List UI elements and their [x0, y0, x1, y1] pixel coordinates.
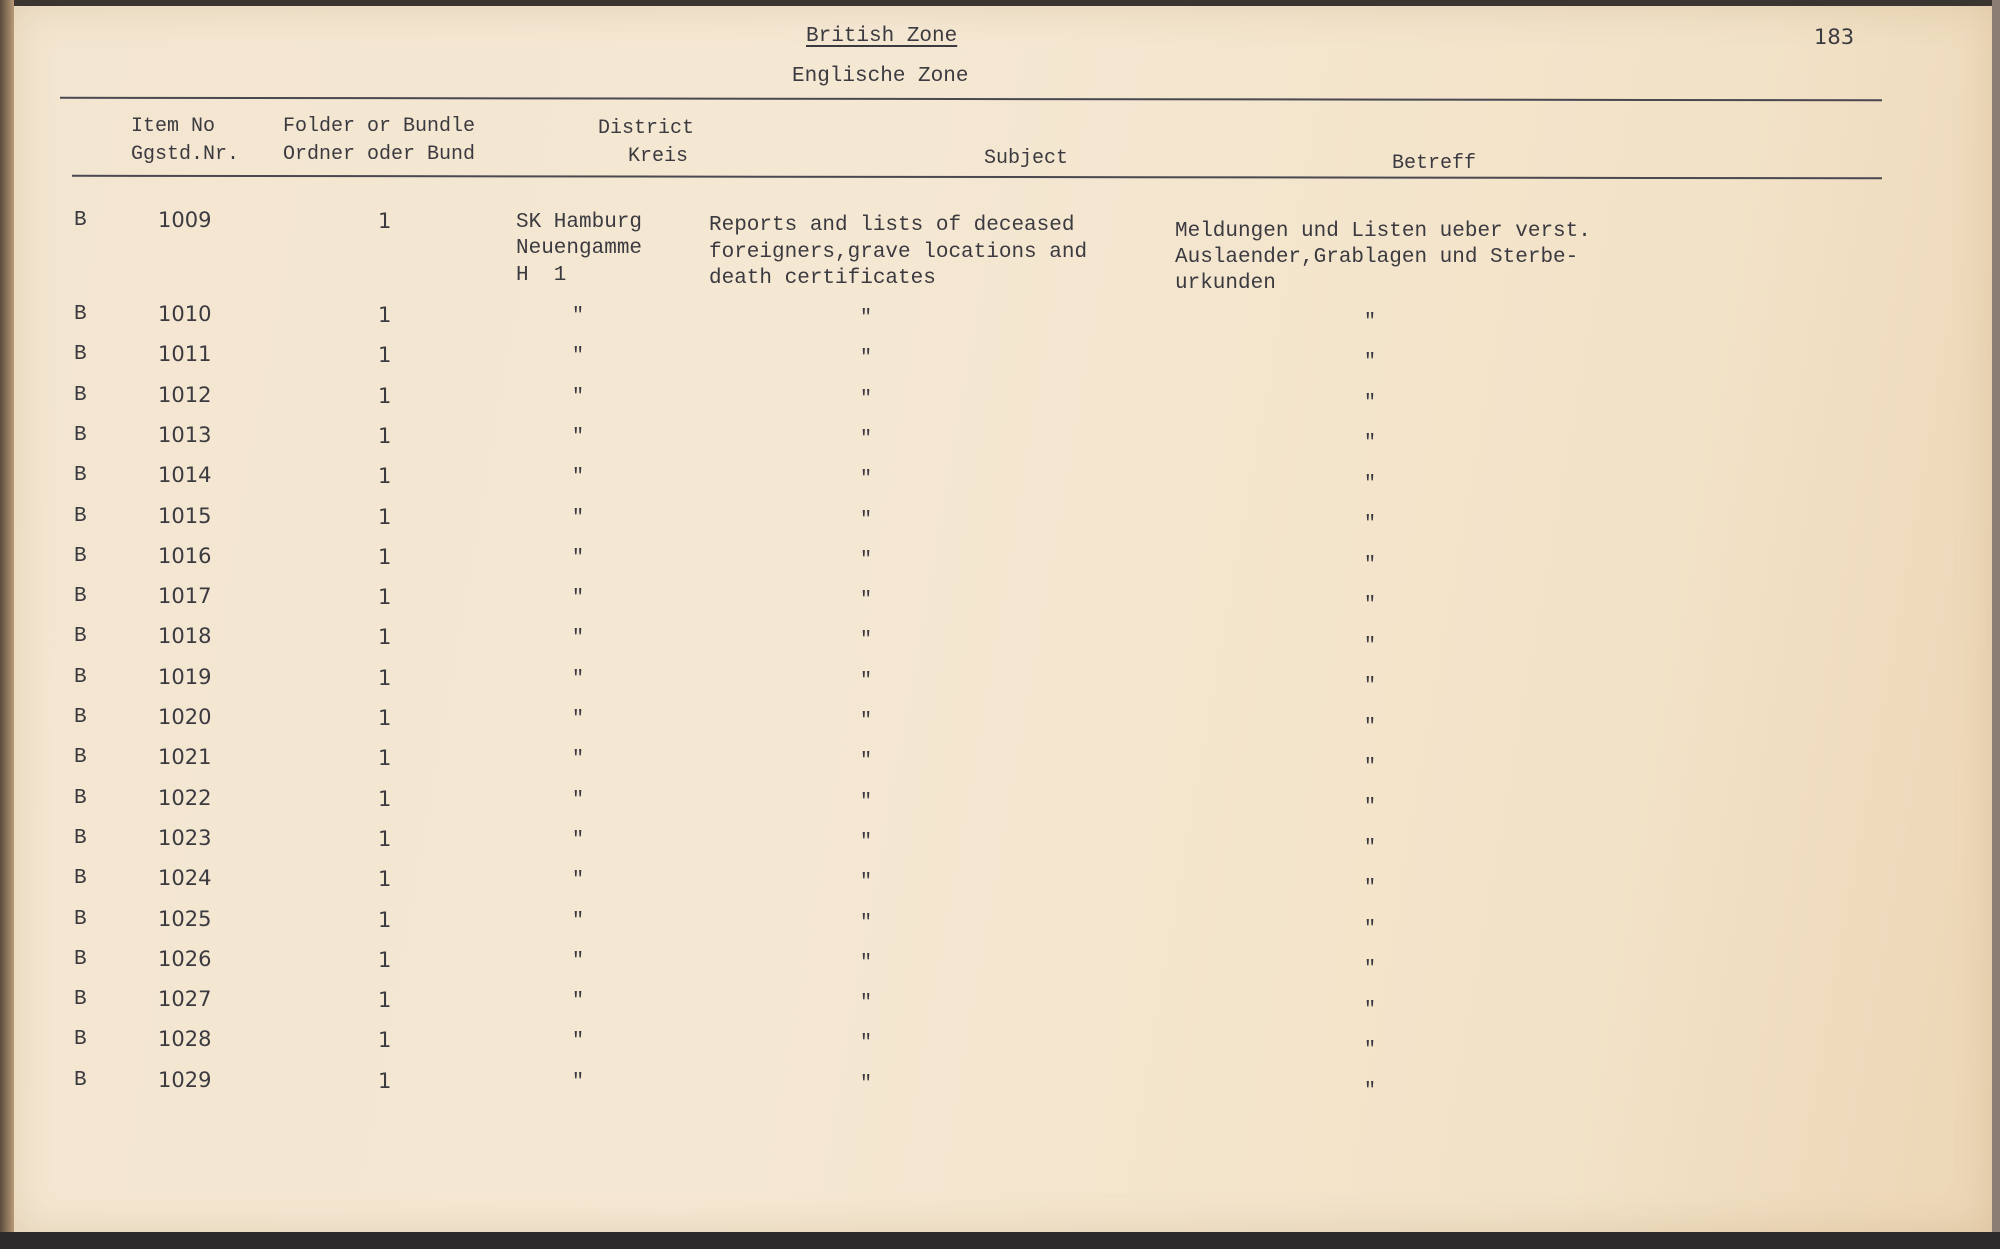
series-cell: B — [74, 867, 87, 891]
betreff-line-1: Meldungen und Listen ueber verst. — [1175, 220, 1591, 243]
district-ditto: " — [572, 466, 585, 490]
item-cell: 1028 — [158, 1027, 212, 1052]
betreff-ditto: " — [1364, 755, 1377, 779]
subject-ditto: " — [860, 307, 873, 330]
district-ditto: " — [572, 828, 585, 852]
district-ditto: " — [572, 305, 585, 328]
col-folder-header-1: Folder or Bundle — [283, 115, 476, 138]
folder-cell: 1 — [378, 303, 392, 327]
folder-cell: 1 — [378, 464, 392, 489]
folder-cell: 1 — [378, 746, 392, 771]
folder-cell: 1 — [378, 423, 392, 448]
subject-ditto: " — [860, 387, 873, 411]
series-cell: B — [74, 585, 87, 609]
folder-cell: 1 — [378, 947, 392, 972]
folder-cell: 1 — [378, 343, 392, 368]
series-cell: B — [74, 1068, 87, 1092]
folder-cell: 1 — [378, 1068, 392, 1093]
col-item-header-2: Ggstd.Nr. — [131, 143, 240, 166]
betreff-ditto: " — [1364, 1079, 1377, 1103]
betreff-ditto: " — [1364, 917, 1377, 941]
item-cell: 1020 — [158, 705, 212, 729]
col-district-header-1: District — [598, 117, 695, 140]
betreff-ditto: " — [1364, 432, 1377, 456]
subject-ditto: " — [860, 589, 873, 613]
series-cell: B — [74, 383, 87, 407]
item-cell: 1025 — [158, 906, 212, 931]
subject-ditto: " — [860, 1072, 873, 1096]
subject-ditto: " — [860, 669, 873, 693]
scan-bottom-edge — [0, 1232, 2000, 1249]
item-cell: 1026 — [158, 946, 212, 971]
subject-ditto: " — [860, 992, 873, 1016]
betreff-line-2: Auslaender,Grablagen und Sterbe- — [1175, 246, 1579, 269]
col-district-header-2: Kreis — [628, 145, 689, 168]
col-betreff-header: Betreff — [1392, 152, 1477, 175]
series-cell: B — [74, 209, 87, 232]
folder-cell: 1 — [378, 867, 392, 892]
page-number: 183 — [1814, 25, 1855, 49]
subject-ditto: " — [860, 750, 873, 774]
series-cell: B — [74, 1028, 87, 1052]
item-cell: 1014 — [158, 463, 212, 488]
item-cell: 1018 — [158, 624, 212, 649]
betreff-ditto: " — [1364, 472, 1377, 496]
betreff-line-3: urkunden — [1175, 272, 1276, 295]
betreff-ditto: " — [1364, 998, 1377, 1022]
betreff-ditto: " — [1364, 1039, 1377, 1063]
district-ditto: " — [572, 909, 585, 933]
betreff-ditto: " — [1364, 513, 1377, 537]
item-cell: 1013 — [158, 422, 212, 447]
binding-edge — [0, 0, 14, 1249]
folder-cell: 1 — [378, 665, 392, 690]
series-cell: B — [74, 343, 87, 367]
item-cell: 1021 — [158, 745, 212, 770]
subject-line-2: foreigners,grave locations and — [709, 241, 1088, 264]
item-cell: 1015 — [158, 503, 212, 528]
subject-ditto: " — [860, 508, 873, 532]
subject-ditto: " — [860, 710, 873, 733]
series-cell: B — [74, 303, 87, 326]
series-cell: B — [74, 504, 87, 528]
subject-ditto: " — [860, 790, 873, 814]
district-line-3: H 1 — [516, 264, 567, 287]
betreff-ditto: " — [1364, 958, 1377, 982]
district-line-1: SK Hamburg — [516, 211, 643, 234]
district-ditto: " — [572, 869, 585, 893]
district-ditto: " — [572, 667, 585, 691]
folder-cell: 1 — [378, 988, 392, 1013]
item-cell: 1011 — [158, 342, 212, 367]
betreff-ditto: " — [1364, 836, 1377, 860]
item-cell: 1009 — [158, 208, 212, 232]
folder-cell: 1 — [378, 1028, 392, 1053]
item-cell: 1022 — [158, 785, 212, 810]
folder-cell: 1 — [378, 585, 392, 610]
item-cell: 1017 — [158, 584, 212, 609]
subject-ditto: " — [860, 548, 873, 572]
betreff-ditto: " — [1364, 877, 1377, 901]
betreff-ditto: " — [1364, 796, 1377, 820]
item-cell: 1019 — [158, 664, 212, 689]
folder-cell: 1 — [378, 786, 392, 811]
folder-cell: 1 — [378, 504, 392, 529]
district-ditto: " — [572, 506, 585, 530]
district-ditto: " — [572, 546, 585, 570]
subject-ditto: " — [860, 871, 873, 895]
page-edge — [1992, 0, 2000, 1249]
folder-cell: 1 — [378, 907, 392, 932]
district-ditto: " — [572, 748, 585, 772]
district-ditto: " — [572, 990, 585, 1014]
folder-cell: 1 — [378, 544, 392, 569]
district-ditto: " — [572, 708, 585, 731]
district-ditto: " — [572, 425, 585, 449]
folder-cell: 1 — [378, 383, 392, 408]
betreff-ditto: " — [1364, 311, 1377, 334]
series-cell: B — [74, 907, 87, 931]
subject-ditto: " — [860, 1032, 873, 1056]
district-line-2: Neuengamme — [516, 237, 643, 260]
series-cell: B — [74, 826, 87, 850]
page-title: British Zone — [806, 25, 958, 48]
col-subject-header: Subject — [984, 147, 1069, 170]
subject-ditto: " — [860, 629, 873, 653]
district-ditto: " — [572, 949, 585, 973]
subject-ditto: " — [860, 911, 873, 935]
document-page — [14, 6, 1992, 1232]
district-ditto: " — [572, 587, 585, 611]
series-cell: B — [74, 947, 87, 971]
series-cell: B — [74, 746, 87, 770]
item-cell: 1029 — [158, 1067, 212, 1092]
subject-ditto: " — [860, 427, 873, 451]
folder-cell: 1 — [378, 625, 392, 650]
betreff-ditto: " — [1364, 715, 1377, 739]
col-folder-header-2: Ordner oder Bund — [283, 143, 476, 166]
betreff-ditto: " — [1364, 553, 1377, 577]
series-cell: B — [74, 464, 87, 488]
folder-cell: 1 — [378, 209, 392, 233]
col-item-header-1: Item No — [131, 115, 216, 138]
district-ditto: " — [572, 345, 585, 369]
item-cell: 1027 — [158, 987, 212, 1012]
folder-cell: 1 — [378, 826, 392, 851]
district-ditto: " — [572, 627, 585, 651]
betreff-ditto: " — [1364, 634, 1377, 658]
folder-cell: 1 — [378, 706, 392, 730]
item-cell: 1023 — [158, 825, 212, 850]
item-cell: 1024 — [158, 866, 212, 891]
district-ditto: " — [572, 1070, 585, 1094]
betreff-ditto: " — [1364, 594, 1377, 618]
betreff-ditto: " — [1364, 391, 1377, 415]
item-cell: 1010 — [158, 302, 212, 326]
page-subtitle: Englische Zone — [792, 65, 969, 88]
series-cell: B — [74, 423, 87, 447]
series-cell: B — [74, 988, 87, 1012]
series-cell: B — [74, 544, 87, 568]
betreff-ditto: " — [1364, 351, 1377, 375]
subject-ditto: " — [860, 468, 873, 492]
district-ditto: " — [572, 1030, 585, 1054]
series-cell: B — [74, 786, 87, 810]
item-cell: 1012 — [158, 382, 212, 407]
series-cell: B — [74, 706, 87, 729]
item-cell: 1016 — [158, 543, 212, 568]
subject-ditto: " — [860, 830, 873, 854]
subject-ditto: " — [860, 951, 873, 975]
betreff-ditto: " — [1364, 675, 1377, 699]
district-ditto: " — [572, 788, 585, 812]
series-cell: B — [74, 625, 87, 649]
subject-line-3: death certificates — [709, 267, 936, 290]
subject-ditto: " — [860, 347, 873, 371]
subject-line-1: Reports and lists of deceased — [709, 214, 1075, 237]
series-cell: B — [74, 665, 87, 689]
district-ditto: " — [572, 385, 585, 409]
